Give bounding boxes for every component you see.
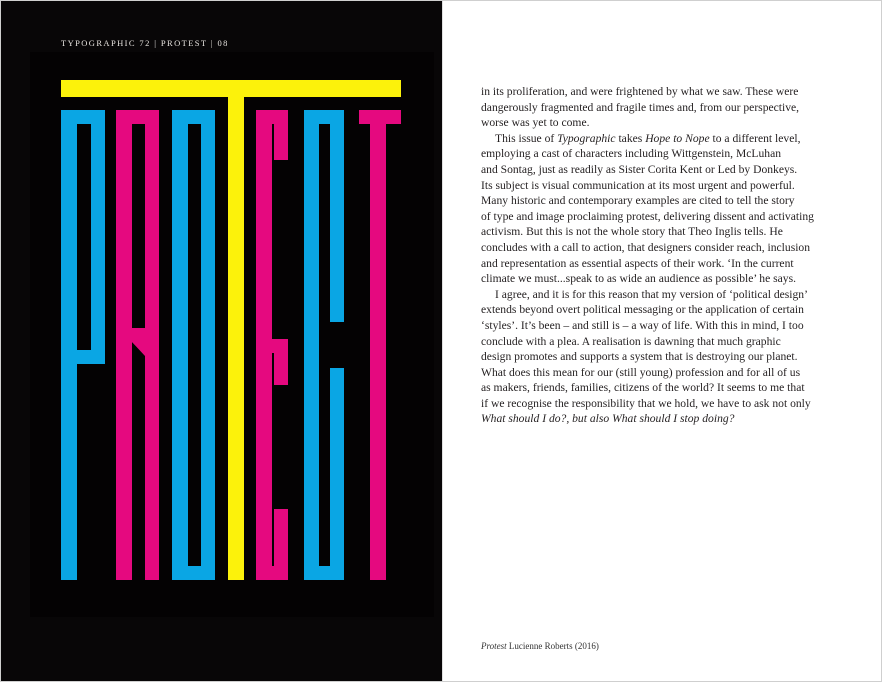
body-line: climate we must...speak to as wide an audience as possible’ he says. xyxy=(481,272,796,286)
poster-yellow-bar xyxy=(61,80,401,97)
poster-letter-p xyxy=(61,110,105,580)
body-line: and Sontag, just as readily as Sister Corita Kent or Led by Donkeys. xyxy=(481,162,798,176)
protest-lettering-artwork xyxy=(30,52,434,617)
body-line: if we recognise the responsibility that we hold, we have to ask not only xyxy=(481,396,811,410)
poster-letter-r xyxy=(116,110,159,580)
body-line: dangerously fragmented and fragile times and, from our perspective, xyxy=(481,100,800,114)
body-line: in its proliferation, and were frightened by what we saw. These were xyxy=(481,85,799,98)
body-line: conclude with a plea. A realisation is dawning that much graphic xyxy=(481,334,781,348)
poster-letter-o xyxy=(172,110,215,580)
poster-letter-t-stem xyxy=(228,97,244,580)
caption-title: Protest xyxy=(481,641,507,651)
body-line: and representation as essential aspects of their work. ‘In the current xyxy=(481,256,794,270)
poster-letter-c xyxy=(304,110,344,580)
body-line: as makers, friends, families, citizens of the world? It seems to me that xyxy=(481,381,805,395)
body-line: design promotes and supports a system that is destroying our planet. xyxy=(481,350,798,364)
poster-letter-t xyxy=(359,110,401,580)
article-body-text xyxy=(481,84,861,427)
body-line: employing a cast of characters including Wittgenstein, McLuhan xyxy=(481,147,782,161)
body-line: What should I do?, but also What should I stop doing? xyxy=(481,412,735,426)
body-line: This issue of Typographic takes Hope to Nope to a different level, xyxy=(495,131,801,145)
body-line: concludes with a call to action, that designers consider reach, inclusion xyxy=(481,240,811,254)
body-line: worse was yet to come. xyxy=(481,116,590,130)
body-line: activism. But this is not the whole story that Theo Inglis tells. He xyxy=(481,225,783,239)
body-line: What does this mean for our (still young) profession and for all of us xyxy=(481,365,801,379)
right-page xyxy=(442,0,882,682)
image-caption xyxy=(481,641,599,651)
body-line: extends beyond overt political messaging or the application of certain xyxy=(481,303,804,317)
caption-credit: Lucienne Roberts (2016) xyxy=(506,641,599,651)
body-line: ‘styles’. It’s been – and still is – a way of life. With this in mind, I too xyxy=(481,318,804,332)
running-head: TYPOGRAPHIC 72 | PROTEST | 08 xyxy=(61,38,229,48)
body-line: Its subject is visual communication at its most urgent and powerful. xyxy=(481,178,795,192)
poster-letter-e xyxy=(256,110,288,580)
body-line: of type and image proclaiming protest, delivering dissent and activating xyxy=(481,209,814,223)
body-line: Many historic and contemporary examples are cited to tell the story xyxy=(481,194,795,208)
body-line: I agree, and it is for this reason that my version of ‘political design’ xyxy=(495,287,808,301)
protest-poster xyxy=(30,52,434,617)
